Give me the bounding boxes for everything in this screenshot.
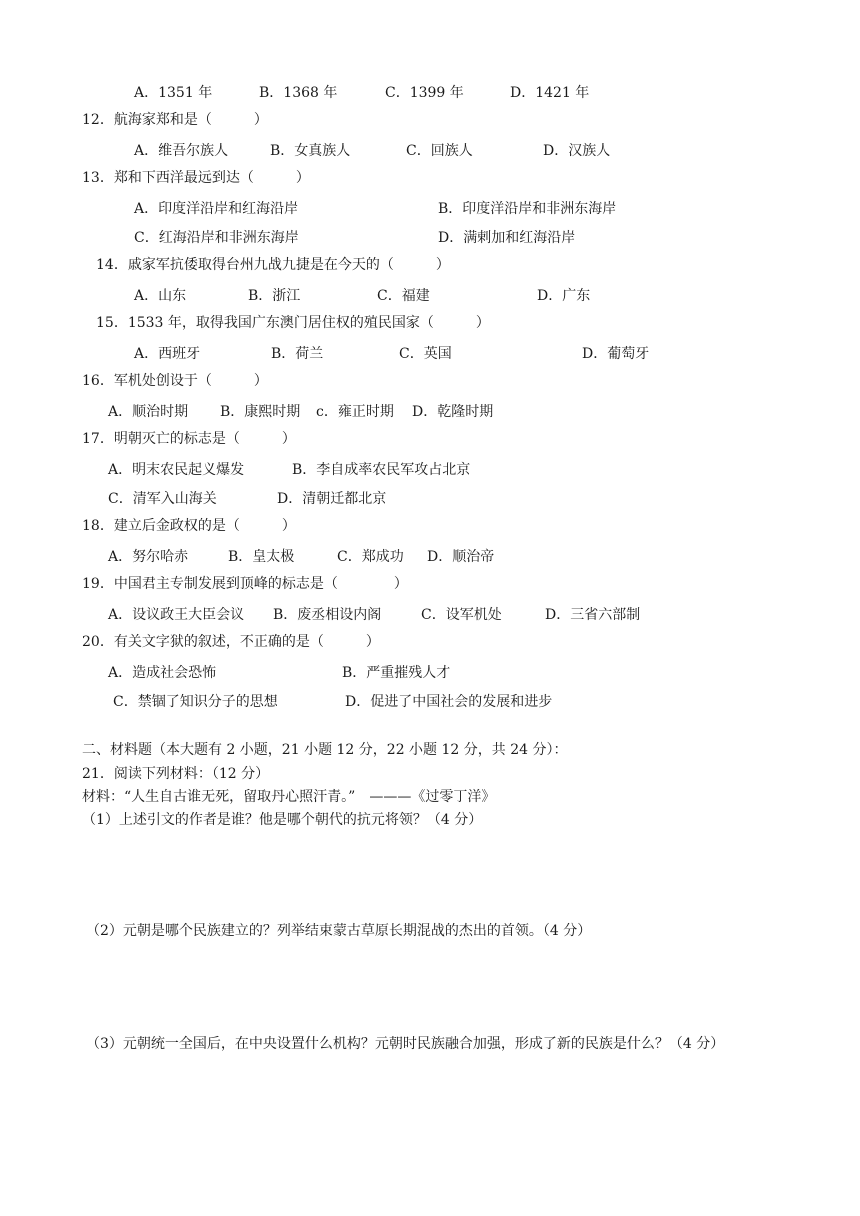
- q12-option-b: B．女真族人: [270, 143, 351, 159]
- q19-option-a: A．设议政王大臣会议: [108, 607, 245, 623]
- q13-option-b: B．印度洋沿岸和非洲东海岸: [438, 201, 617, 217]
- q19-option-b: B．废丞相设内阁: [273, 607, 382, 623]
- q11-option-b: B．1368 年: [259, 85, 338, 101]
- q20-option-d: D．促进了中国社会的发展和进步: [345, 694, 553, 710]
- q21-title: 21．阅读下列材料：（12 分）: [82, 766, 270, 782]
- answer-space-1[interactable]: [82, 832, 772, 920]
- q12-option-a: A．维吾尔族人: [134, 143, 229, 159]
- answer-space-3[interactable]: [82, 1058, 772, 1188]
- q11-option-d: D．1421 年: [510, 85, 590, 101]
- q14-option-b: B．浙江: [248, 288, 301, 304]
- q18-stem: 18．建立后金政权的是（ ）: [82, 518, 296, 534]
- q15-option-a: A．西班牙: [134, 346, 201, 362]
- q16-option-c: c．雍正时期: [316, 404, 394, 420]
- q21-material: 材料：“人生自古谁无死，留取丹心照汗青。” ———《过零丁洋》: [82, 789, 496, 805]
- q17-stem: 17．明朝灭亡的标志是（ ）: [82, 431, 296, 447]
- q16-option-a: A．顺治时期: [108, 404, 189, 420]
- q13-stem: 13．郑和下西洋最远到达（ ）: [82, 170, 310, 186]
- q17-option-b: B．李自成率农民军攻占北京: [292, 462, 471, 478]
- answer-space-2[interactable]: [82, 944, 772, 1034]
- q14-option-d: D．广东: [537, 288, 591, 304]
- q19-option-d: D．三省六部制: [545, 607, 641, 623]
- q18-option-c: C．郑成功: [337, 549, 404, 565]
- q18-option-a: A．努尔哈赤: [108, 549, 189, 565]
- q17-option-c: C．清军入山海关: [108, 491, 217, 507]
- q20-option-c: C．禁锢了知识分子的思想: [113, 694, 278, 710]
- q18-option-b: B．皇太极: [228, 549, 295, 565]
- q15-option-d: D．葡萄牙: [582, 346, 650, 362]
- q14-option-c: C．福建: [377, 288, 430, 304]
- q19-stem: 19．中国君主专制发展到顶峰的标志是（ ）: [82, 576, 408, 592]
- q16-option-d: D．乾隆时期: [412, 404, 494, 420]
- q16-option-b: B．康熙时期: [220, 404, 301, 420]
- q18-option-d: D．顺治帝: [427, 549, 495, 565]
- q20-option-a: A．造成社会恐怖: [108, 665, 217, 681]
- q15-option-c: C．英国: [399, 346, 452, 362]
- q17-option-d: D．清朝迁都北京: [277, 491, 387, 507]
- q16-stem: 16．军机处创设于（ ）: [82, 373, 268, 389]
- q20-stem: 20．有关文字狱的叙述，不正确的是（ ）: [82, 634, 380, 650]
- q13-option-d: D．满剌加和红海沿岸: [438, 230, 576, 246]
- q21-sub2: （2）元朝是哪个民族建立的？列举结束蒙古草原长期混战的杰出的首领。（4 分）: [86, 923, 592, 939]
- q15-option-b: B．荷兰: [271, 346, 324, 362]
- q17-option-a: A．明末农民起义爆发: [108, 462, 245, 478]
- q11-option-a: A．1351 年: [134, 85, 213, 101]
- q12-option-d: D．汉族人: [543, 143, 611, 159]
- q21-sub3: （3）元朝统一全国后，在中央设置什么机构？元朝时民族融合加强，形成了新的民族是什么？（4 分）: [86, 1036, 725, 1052]
- q12-option-c: C．回族人: [406, 143, 473, 159]
- section-heading: 二、材料题（本大题有 2 小题，21 小题 12 分，22 小题 12 分，共 24 分）：: [82, 742, 568, 758]
- q21-sub1: （1）上述引文的作者是谁？他是哪个朝代的抗元将领？（4 分）: [82, 812, 483, 828]
- q14-option-a: A．山东: [134, 288, 187, 304]
- q12-stem: 12．航海家郑和是（ ）: [82, 112, 268, 128]
- q11-option-c: C．1399 年: [385, 85, 464, 101]
- q13-option-a: A．印度洋沿岸和红海沿岸: [134, 201, 299, 217]
- q13-option-c: C．红海沿岸和非洲东海岸: [134, 230, 299, 246]
- q19-option-c: C．设军机处: [421, 607, 502, 623]
- q15-stem: 15．1533 年，取得我国广东澳门居住权的殖民国家（ ）: [96, 315, 490, 331]
- q14-stem: 14．戚家军抗倭取得台州九战九捷是在今天的（ ）: [96, 257, 450, 273]
- q20-option-b: B．严重摧残人才: [342, 665, 451, 681]
